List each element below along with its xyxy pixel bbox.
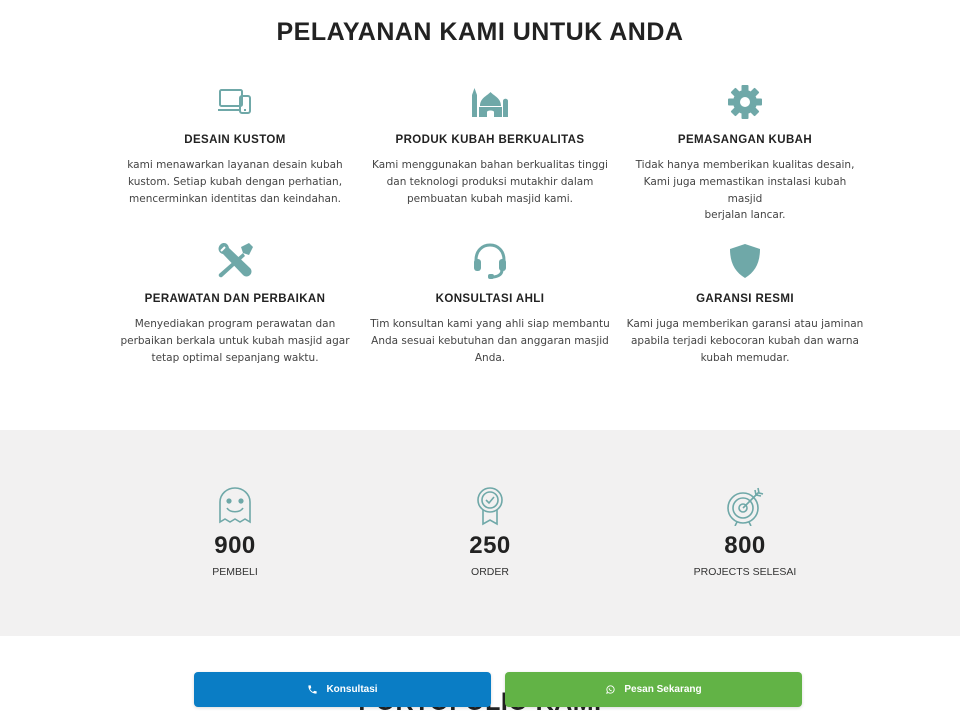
stat-value: 250 — [469, 532, 511, 559]
consult-label: Konsultasi — [326, 684, 378, 695]
service-title: DESAIN KUSTOM — [184, 134, 286, 146]
consult-button[interactable] — [194, 672, 491, 707]
order-now-button[interactable] — [505, 672, 802, 707]
service-description: Kami juga memberikan garansi atau jaminan apabila terjadi kebocoran kubah dan warna kubah memudar. — [626, 318, 864, 364]
stats-section — [0, 430, 960, 636]
stat-projects — [645, 486, 845, 578]
phone-icon — [307, 684, 318, 695]
devices-icon — [215, 82, 255, 122]
stat-label: ORDER — [471, 566, 509, 578]
service-description: kami menawarkan layanan desain kubah kustom. Setiap kubah dengan perhatian, mencerminkan identitas dan keindahan. — [127, 159, 343, 205]
service-card-konsultasi — [370, 241, 610, 366]
service-card-garansi — [625, 241, 865, 366]
target-icon — [725, 486, 765, 526]
award-icon — [470, 486, 510, 526]
stat-pembeli — [135, 486, 335, 578]
service-title: GARANSI RESMI — [696, 293, 794, 305]
shield-icon — [725, 241, 765, 281]
ghost-icon — [215, 486, 255, 526]
service-description: Tidak hanya memberikan kualitas desain, Kami juga memastikan instalasi kubah masjid berjalan lancar. — [635, 159, 855, 222]
service-card-produk-kubah — [370, 82, 610, 207]
service-title: PEMASANGAN KUBAH — [677, 134, 813, 146]
stat-value: 900 — [214, 532, 256, 559]
whatsapp-icon — [605, 684, 616, 695]
section-title: PELAYANAN KAMI UNTUK ANDA — [276, 18, 684, 46]
headset-icon — [470, 241, 510, 281]
order-now-label: Pesan Sekarang — [624, 684, 702, 695]
stat-label: PEMBELI — [212, 566, 258, 578]
stat-label: PROJECTS SELESAI — [693, 566, 797, 578]
gear-icon — [725, 82, 765, 122]
service-title: KONSULTASI AHLI — [435, 293, 545, 305]
service-card-pemasangan — [625, 82, 865, 224]
stat-order — [390, 486, 590, 578]
service-description: Kami menggunakan bahan berkualitas tinggi dan teknologi produksi mutakhir dalam pembuatan kubah masjid kami. — [372, 159, 608, 205]
stat-value: 800 — [724, 532, 766, 559]
service-card-perawatan — [115, 241, 355, 366]
service-card-desain-kustom — [115, 82, 355, 207]
service-description: Tim konsultan kami yang ahli siap membantu Anda sesuai kebutuhan dan anggaran masjid Anda. — [370, 318, 610, 364]
service-description: Menyediakan program perawatan dan perbaikan berkala untuk kubah masjid agar tetap optimal sepanjang waktu. — [120, 318, 350, 364]
mosque-icon — [470, 82, 510, 122]
tools-icon — [215, 241, 255, 281]
service-title: PRODUK KUBAH BERKUALITAS — [395, 134, 585, 146]
service-title: PERAWATAN DAN PERBAIKAN — [144, 293, 326, 305]
